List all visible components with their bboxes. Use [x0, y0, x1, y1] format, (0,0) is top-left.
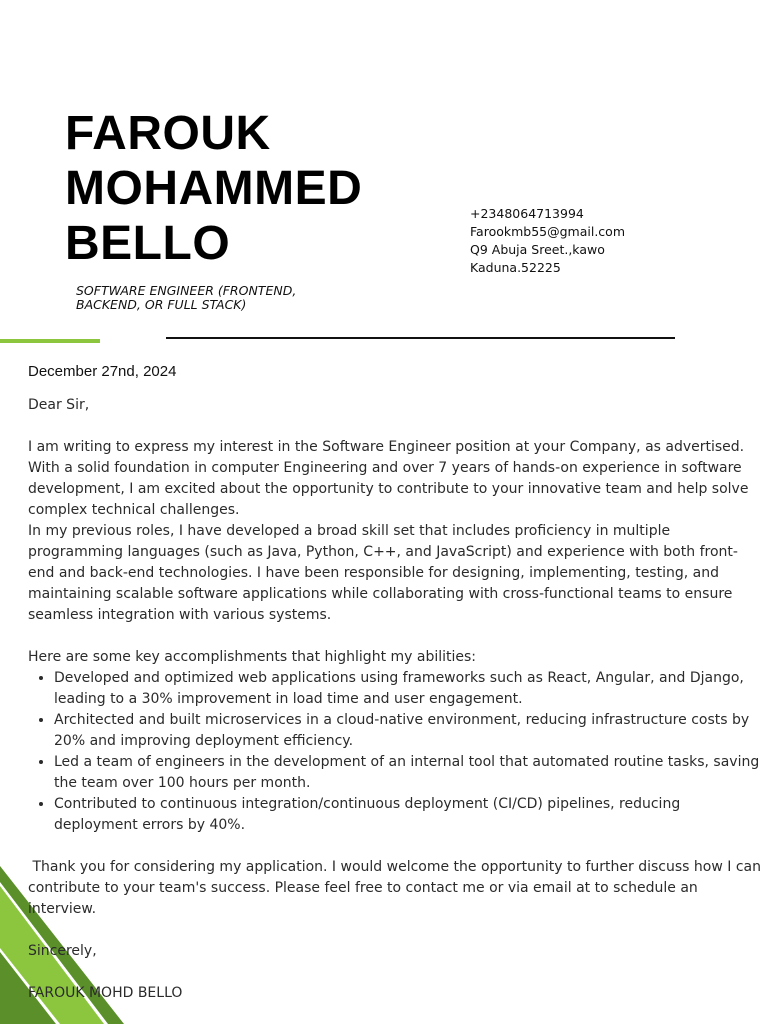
- applicant-name: [65, 106, 362, 271]
- contact-email: Farookmb55@gmail.com: [470, 224, 626, 239]
- accomplishment-item: • Contributed to continuous integration/continuous deployment (CI/CD) pipelines, reducing deployment errors by 40%.: [54, 794, 763, 836]
- paragraph-spacer: [28, 836, 763, 857]
- letter-signature-name: FAROUK MOHD BELLO: [28, 985, 183, 1001]
- accomplishment-item: • Architected and built microservices in a cloud-native environment, reducing infrastructure costs by 20% and improving deployment efficiency.: [54, 710, 763, 752]
- letter-closing-paragraph: Thank you for considering my application. I would welcome the opportunity to further discuss how I can contribute to your team's success. Please feel free to contact me or via email at to schedule an interview.: [28, 859, 766, 917]
- letter-signoff: Sincerely,: [28, 943, 97, 959]
- paragraph-spacer: [28, 626, 763, 647]
- paragraph-spacer: [28, 416, 763, 437]
- contact-address-line1: Q9 Abuja Sreet.,kawo: [470, 242, 605, 257]
- accomplishment-item: • Developed and optimized web applications using frameworks such as React, Angular, and Django, leading to a 30% improvement in load time and user engagement.: [54, 668, 763, 710]
- accomplishments-intro: Here are some key accomplishments that highlight my abilities:: [28, 649, 477, 665]
- applicant-name-line: MOHAMMED: [65, 162, 363, 215]
- contact-phone: +2348064713994: [470, 206, 584, 221]
- applicant-name-line: FAROUK: [65, 107, 271, 160]
- letter-paragraph-2: In my previous roles, I have developed a broad skill set that includes proficiency in multiple programming languages (such as Java, Python, C++, and JavaScript) and experience with both front-end and back-end technologies. I have been responsible for designing, implementing, testing, and maintaining scalable software applications while collaborating with cross-functional teams to ensure seamless integration with various systems.: [28, 523, 738, 623]
- header-divider-rule: [166, 337, 675, 339]
- contact-block: [470, 205, 625, 277]
- paragraph-spacer: [28, 962, 763, 983]
- letter-paragraph-1: I am writing to express my interest in the Software Engineer position at your Company, as advertised. With a solid foundation in computer Engineering and over 7 years of hands-on experience in software development, I am excited about the opportunity to contribute to your innovative team and help solve complex technical challenges.: [28, 439, 749, 518]
- accomplishment-item: • Led a team of engineers in the development of an internal tool that automated routine tasks, saving the team over 100 hours per month.: [54, 752, 763, 794]
- contact-address-line2: Kaduna.52225: [470, 260, 561, 275]
- letter-salutation: Dear Sir,: [28, 397, 90, 413]
- job-title-subtitle: SOFTWARE ENGINEER (FRONTEND, BACKEND, OR FULL STACK): [76, 283, 297, 312]
- accent-green-rule: [0, 339, 100, 343]
- paragraph-spacer: [28, 920, 763, 941]
- applicant-name-line: BELLO: [65, 217, 231, 270]
- accomplishments-list: [28, 668, 763, 836]
- letter-date: December 27nd, 2024: [28, 363, 177, 380]
- letter-body: [28, 395, 766, 1004]
